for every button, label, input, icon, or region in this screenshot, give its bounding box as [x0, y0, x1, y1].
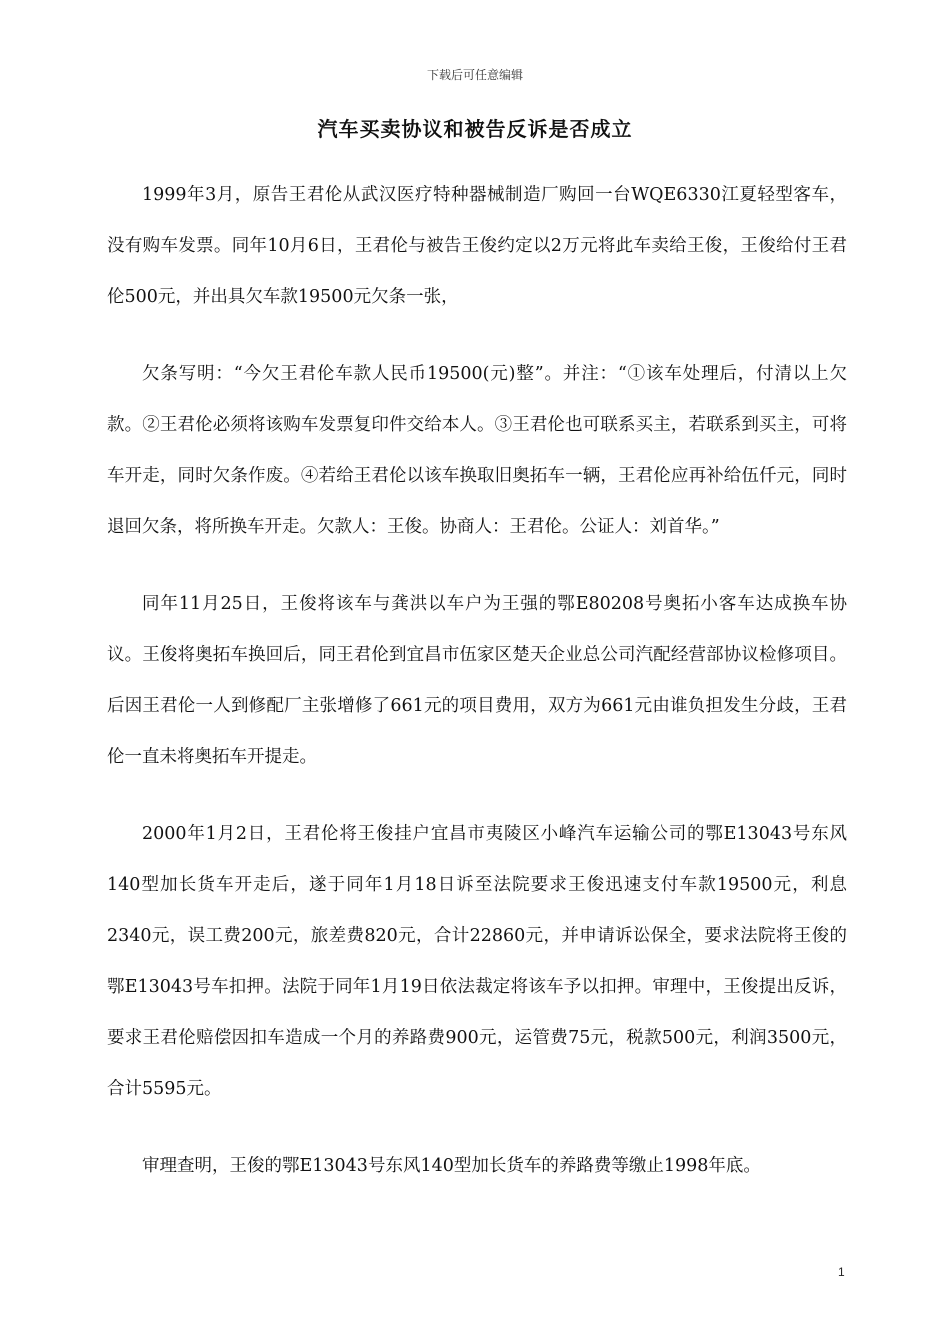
document-title: 汽车买卖协议和被告反诉是否成立 [317, 117, 633, 141]
header-note: 下载后可任意编辑 [426, 68, 523, 82]
paragraph-car-exchange: 同年11月25日，王俊将该车与龚洪以车户为王强的鄂E80208号奥拓小客车达成换车协议。王俊将奥拓车换回后，同王君伦到宜昌市伍家区楚天企业总公司汽配经营部协议检修项目。后因王君伦一人到修配厂主张增修了661元的项目费用，双方为661元由谁负担发生分歧，王君伦一直未将奥拓车开提走。 [107, 594, 847, 767]
paragraph-findings: 审理查明，王俊的鄂E13043号东风140型加长货车的养路费等缴止1998年底。 [142, 1156, 761, 1176]
paragraph-purchase: 1999年3月，原告王君伦从武汉医疗特种器械制造厂购回一台WQE6330江夏轻型客车，没有购车发票。同年10月6日，王君伦与被告王俊约定以2万元将此车卖给王俊，王俊给付王君伦500元，并出具欠车款19500元欠条一张， [107, 185, 847, 307]
paragraph-lawsuit: 2000年1月2日，王君伦将王俊挂户宜昌市夷陵区小峰汽车运输公司的鄂E13043号东风140型加长货车开走后，遂于同年1月18日诉至法院要求王俊迅速支付车款19500元，利息2340元，误工费200元，旅差费820元，合计22860元，并申请诉讼保全，要求法院将王俊的鄂E13043号车扣押。法院于同年1月19日依法裁定将该车予以扣押。审理中，王俊提出反诉，要求王君伦赔偿因扣车造成一个月的养路费900元，运管费75元，税款500元，利润3500元，合计5595元。 [107, 824, 847, 1099]
document-body [107, 170, 847, 1218]
page-number: 1 [838, 1265, 845, 1279]
paragraph-iou-terms: 欠条写明：“今欠王君伦车款人民币19500(元)整”。并注：“①该车处理后，付清以上欠款。②王君伦必须将该购车发票复印件交给本人。③王君伦也可联系买主，若联系到买主，可将车开走，同时欠条作废。④若给王君伦以该车换取旧奥拓车一辆，王君伦应再补给伍仟元，同时退回欠条，将所换车开走。欠款人：王俊。协商人：王君伦。公证人：刘首华。” [107, 364, 847, 537]
